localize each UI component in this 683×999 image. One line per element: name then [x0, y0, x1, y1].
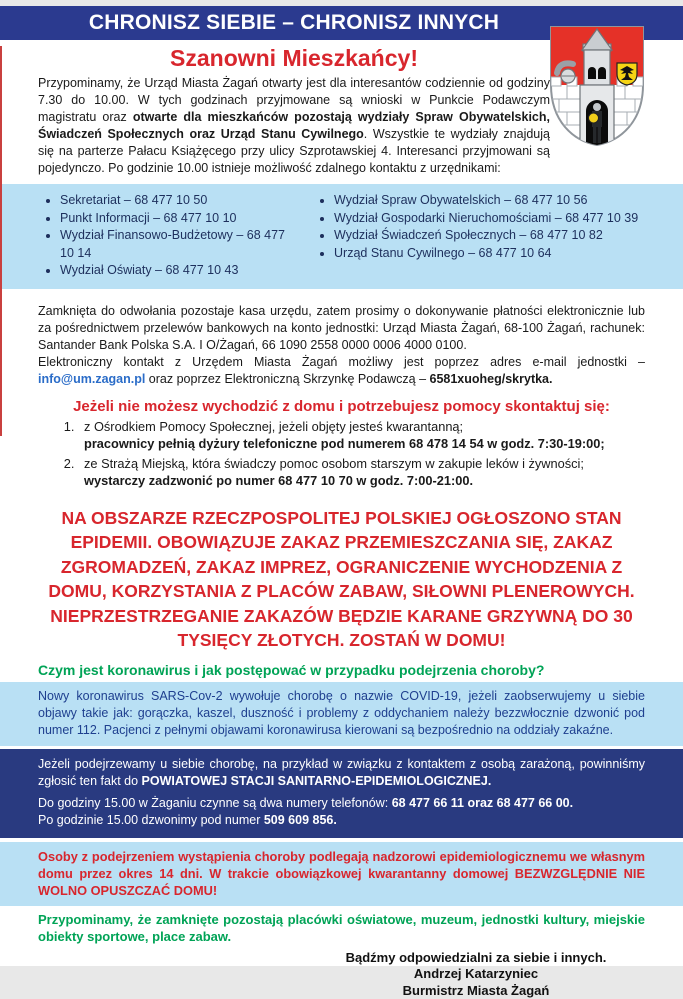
banner-title: CHRONISZ SIEBIE – CHRONISZ INNYCH	[89, 11, 499, 35]
sanepid-evening-phone	[38, 812, 645, 829]
sanepid-day-phones	[38, 795, 645, 812]
phone-item: • Wydział Oświaty – 68 477 10 43	[60, 262, 300, 280]
help-item-2-phone: wystarczy zadzwonić po numer 68 477 10 70 w godz. 7:00-21:00.	[84, 473, 473, 488]
flyer-page	[0, 6, 683, 966]
help-item-1-phone: pracownicy pełnią dyżury telefoniczne pod numerem 68 478 14 54 w godz. 7:30-19:00;	[84, 436, 605, 451]
phone-item: • Punkt Informacji – 68 477 10 10	[60, 210, 300, 228]
intro-section	[0, 40, 550, 177]
epidemic-warning: NA OBSZARZE RZECZPOSPOLITEJ POLSKIEJ OGŁOSZONO STAN EPIDEMII. OBOWIĄZUJE ZAKAZ PRZEMIESZCZANIA SIĘ, ZAKAZ ZGROMADZEŃ, ZAKAZ IMPREZ, OGRANICZENIE WYCHODZENIA Z DOMU, KORZYSTANIA Z PLACÓW ZABAW, SIŁOWNI PLENEROWYCH. NIEPRZESTRZEGANIE ZAKAZÓW BĘDZIE KARANE GRZYWNĄ DO 30 TYSIĘCY ZŁOTYCH. ZOSTAŃ W DOMU!	[36, 506, 647, 653]
e-contact-paragraph	[38, 354, 645, 388]
castle-tower	[580, 29, 614, 145]
phone-list-left	[0, 192, 300, 280]
left-edge-line	[0, 46, 2, 436]
help-item-1	[78, 418, 645, 453]
help-section	[0, 398, 683, 490]
city-crest	[547, 23, 647, 149]
sanepid-report-paragraph	[38, 756, 645, 790]
signature-block	[311, 950, 641, 999]
email-link[interactable]: info@um.zagan.pl	[38, 372, 145, 386]
phone-directory-box	[0, 184, 683, 289]
quarantine-text: Osoby z podejrzeniem wystąpienia choroby podlegają nadzorowi epidemiologicznemu we własnym domu przez okres 14 dni. W trakcie obowiązkowej kwarantanny domowej BEZWZGLĘDNIE NIE WOLNO OPUSZCZAĆ DOMU!	[38, 848, 645, 899]
intro-paragraph	[38, 75, 550, 177]
epuap-address: 6581xuoheg/skrytka.	[430, 372, 553, 386]
phone-item: • Wydział Spraw Obywatelskich – 68 477 10 56	[334, 192, 675, 210]
sanepid-evening-text: Po godzinie 15.00 dzwonimy pod numer	[38, 813, 264, 827]
zagan-coat-of-arms-icon	[547, 23, 647, 149]
sanepid-box	[0, 749, 683, 838]
corona-info-box	[0, 682, 683, 746]
intro-text-2: . Wszystkie te wydziały znajdują się na parterze Pałacu Książęcego przy ulicy Szprotawskiej 4. Interesanci przyjmowani są pojedynczo. Po godzinie 10.00 istnieje możliwość zdalnego kontaktu z urzędnikami:	[38, 127, 550, 175]
payments-section	[0, 303, 683, 388]
eagle-escutcheon	[617, 63, 637, 85]
quarantine-box	[0, 842, 683, 906]
phone-item: • Wydział Świadczeń Społecznych – 68 477 10 82	[334, 227, 675, 245]
corona-info-text: Nowy koronawirus SARS-Cov-2 wywołuje chorobę o nazwie COVID-19, jeżeli zaobserwujemy u siebie objawy takie jak: gorączka, kaszel, duszność i problemy z oddychaniem należy bezzwłocznie dzwonić pod numer 112. Pacjenci z pełnymi objawami koronawirusa kierowani są bezpośrednio na oddziały zakaźne.	[38, 688, 645, 739]
phone-item: • Wydział Gospodarki Nieruchomościami – 68 477 10 39	[334, 210, 675, 228]
help-item-1-text: z Ośrodkiem Pomocy Społecznej, jeżeli objęty jesteś kwarantanną;	[84, 419, 463, 434]
greeting-heading: Szanowni Mieszkańcy!	[38, 45, 550, 72]
phone-item: • Urząd Stanu Cywilnego – 68 477 10 64	[334, 245, 675, 263]
phone-item: • Sekretariat – 68 477 10 50	[60, 192, 300, 210]
mayor-title: Burmistrz Miasta Żagań	[311, 983, 641, 999]
help-heading: Jeżeli nie możesz wychodzić z domu i potrzebujesz pomocy skontaktuj się:	[0, 398, 683, 415]
sanepid-station-name: POWIATOWEJ STACJI SANITARNO-EPIDEMIOLOGICZNEJ.	[142, 774, 492, 788]
sanepid-day-numbers: 68 477 66 11 oraz 68 477 66 00.	[392, 796, 573, 810]
corona-question-heading: Czym jest koronawirus i jak postępować w przypadku podejrzenia choroby?	[38, 662, 645, 678]
help-item-2	[78, 455, 645, 490]
e-contact-text-1: Elektroniczny kontakt z Urzędem Miasta Żagań możliwy jest poprzez adres e-mail jednostki –	[38, 355, 645, 369]
sanepid-day-text: Do godziny 15.00 w Żaganiu czynne są dwa numery telefonów:	[38, 796, 392, 810]
intro-open-departments: otwarte dla mieszkańców pozostają wydziały Spraw Obywatelskich, Świadczeń Społecznych oraz Urząd Stanu Cywilnego	[38, 110, 550, 141]
help-item-2-text: ze Strażą Miejską, która świadczy pomoc osobom starszym w zakupie leków i żywności;	[84, 456, 584, 471]
e-contact-text-2: oraz poprzez Elektroniczną Skrzynkę Podawczą –	[145, 372, 429, 386]
intro-text-1: Przypominamy, że Urząd Miasta Żagań otwarty jest dla interesantów codziennie od godziny 7.30 do 10.00. W tych godzinach przyjmowane są wnioski w Punkcie Podawczym magistratu oraz	[38, 76, 550, 124]
cash-desk-paragraph: Zamknięta do odwołania pozostaje kasa urzędu, zatem prosimy o dokonywanie płatności elektronicznie lub za pośrednictwem przelewów bankowych na konto jednostki: Urząd Miasta Żagań, 68-100 Żagań, rachunek: Santander Bank Polska S.A. I O/Żagań, 66 1090 2558 0000 0006 4000 0100.	[38, 303, 645, 354]
phone-item: • Wydział Finansowo-Budżetowy – 68 477 10 14	[60, 227, 300, 262]
sanepid-text-1: Jeżeli podejrzewamy u siebie chorobę, na przykład w związku z kontaktem z osobą zarażoną, powinniśmy zgłosić ten fakt do	[38, 757, 645, 788]
signature-motto: Bądźmy odpowiedzialni za siebie i innych.	[311, 950, 641, 967]
help-list	[0, 418, 683, 490]
phone-list-right	[300, 192, 675, 280]
sanepid-evening-number: 509 609 856.	[264, 813, 337, 827]
mayor-name: Andrzej Katarzyniec	[311, 966, 641, 983]
closures-paragraph: Przypominamy, że zamknięte pozostają placówki oświatowe, muzeum, jednostki kultury, miejskie obiekty sportowe, place zabaw.	[38, 911, 645, 946]
